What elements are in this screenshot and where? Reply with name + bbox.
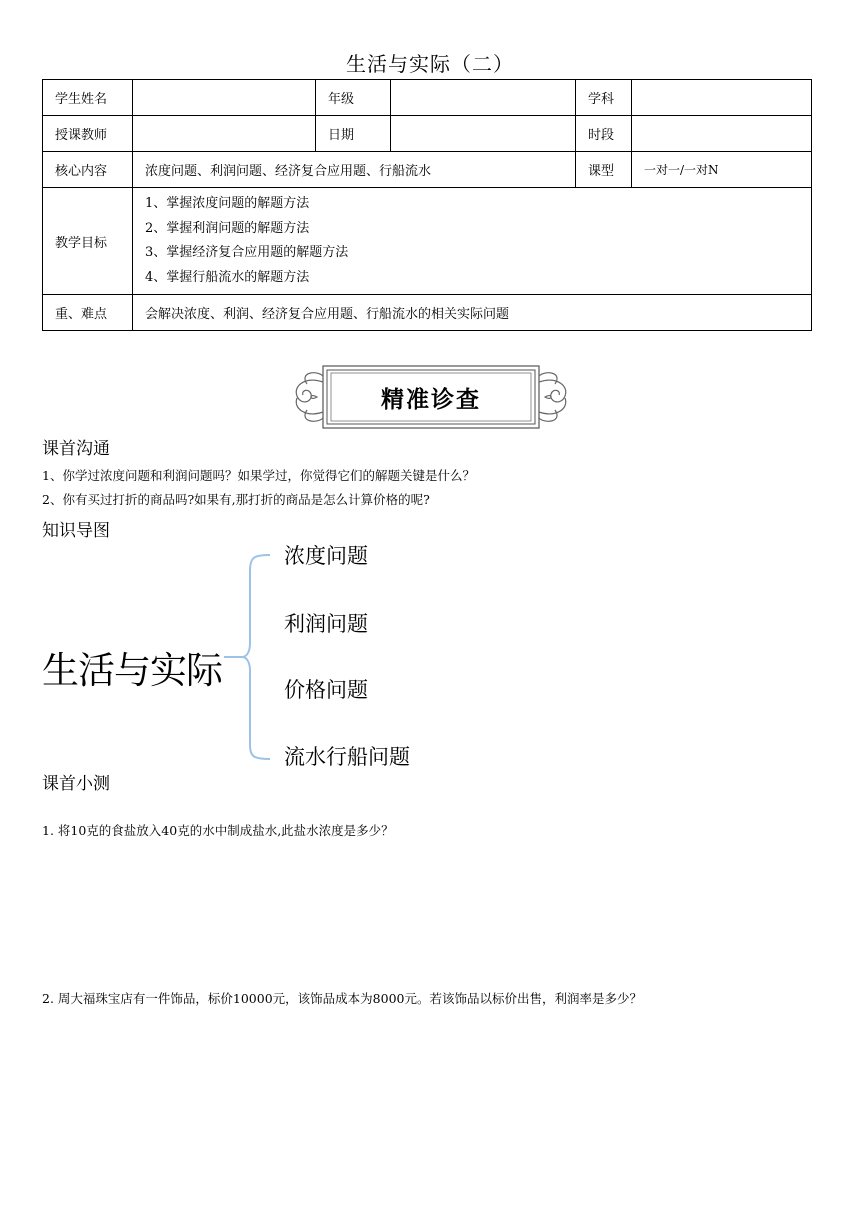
goal-item: 2、掌握利润问题的解题方法 (145, 220, 310, 236)
period-label: 时段 (576, 116, 632, 152)
key-points-value: 会解决浓度、利润、经济复合应用题、行船流水的相关实际问题 (133, 295, 812, 331)
grade-label: 年级 (316, 80, 391, 116)
communication-question: 1、你学过浓度问题和利润问题吗？如果学过，你觉得它们的解题关键是什么？ (42, 468, 475, 483)
goal-item: 4、掌握行船流水的解题方法 (145, 269, 310, 285)
student-name-value[interactable] (133, 80, 316, 116)
lesson-info-table (42, 79, 812, 331)
teaching-goals-value (133, 188, 812, 295)
page-title: 生活与实际（二） (346, 52, 514, 76)
core-content-label: 核心内容 (43, 152, 133, 188)
subject-value[interactable] (632, 80, 812, 116)
key-points-label: 重、难点 (43, 295, 133, 331)
mindmap-heading: 知识导图 (42, 521, 110, 541)
lesson-type-label: 课型 (576, 152, 632, 188)
teaching-goals-label: 教学目标 (43, 188, 133, 295)
lesson-type-value: 一对一/一对N (632, 152, 812, 188)
banner-title: 精准诊查 (381, 386, 481, 413)
quiz-heading: 课首小测 (42, 774, 110, 794)
table-row (43, 80, 812, 116)
grade-value[interactable] (391, 80, 576, 116)
mindmap-branch: 浓度问题 (284, 544, 368, 568)
table-row (43, 152, 812, 188)
period-value[interactable] (632, 116, 812, 152)
table-row (43, 295, 812, 331)
quiz-question: 1. 将10克的食盐放入40克的水中制成盐水,此盐水浓度是多少？ (42, 823, 394, 838)
mindmap-root: 生活与实际 (42, 649, 222, 692)
date-value[interactable] (391, 116, 576, 152)
core-content-value: 浓度问题、利润问题、经济复合应用题、行船流水 (133, 152, 576, 188)
table-row (43, 188, 812, 295)
mindmap-branch: 价格问题 (284, 678, 368, 702)
mindmap-branch: 利润问题 (284, 612, 368, 636)
communication-heading: 课首沟通 (42, 439, 110, 459)
mindmap-brace-icon (224, 545, 274, 765)
teacher-value[interactable] (133, 116, 316, 152)
student-name-label: 学生姓名 (43, 80, 133, 116)
communication-question: 2、你有买过打折的商品吗?如果有,那打折的商品是怎么计算价格的呢? (42, 492, 430, 507)
mindmap-branch: 流水行船问题 (284, 745, 410, 769)
date-label: 日期 (316, 116, 391, 152)
table-row (43, 116, 812, 152)
goal-item: 3、掌握经济复合应用题的解题方法 (145, 245, 349, 260)
section-banner (287, 362, 575, 432)
quiz-question: 2. 周大福珠宝店有一件饰品，标价10000元，该饰品成本为8000元。若该饰品以标价出售，利润率是多少？ (42, 991, 642, 1006)
goal-item: 1、掌握浓度问题的解题方法 (145, 196, 310, 211)
subject-label: 学科 (576, 80, 632, 116)
teacher-label: 授课教师 (43, 116, 133, 152)
